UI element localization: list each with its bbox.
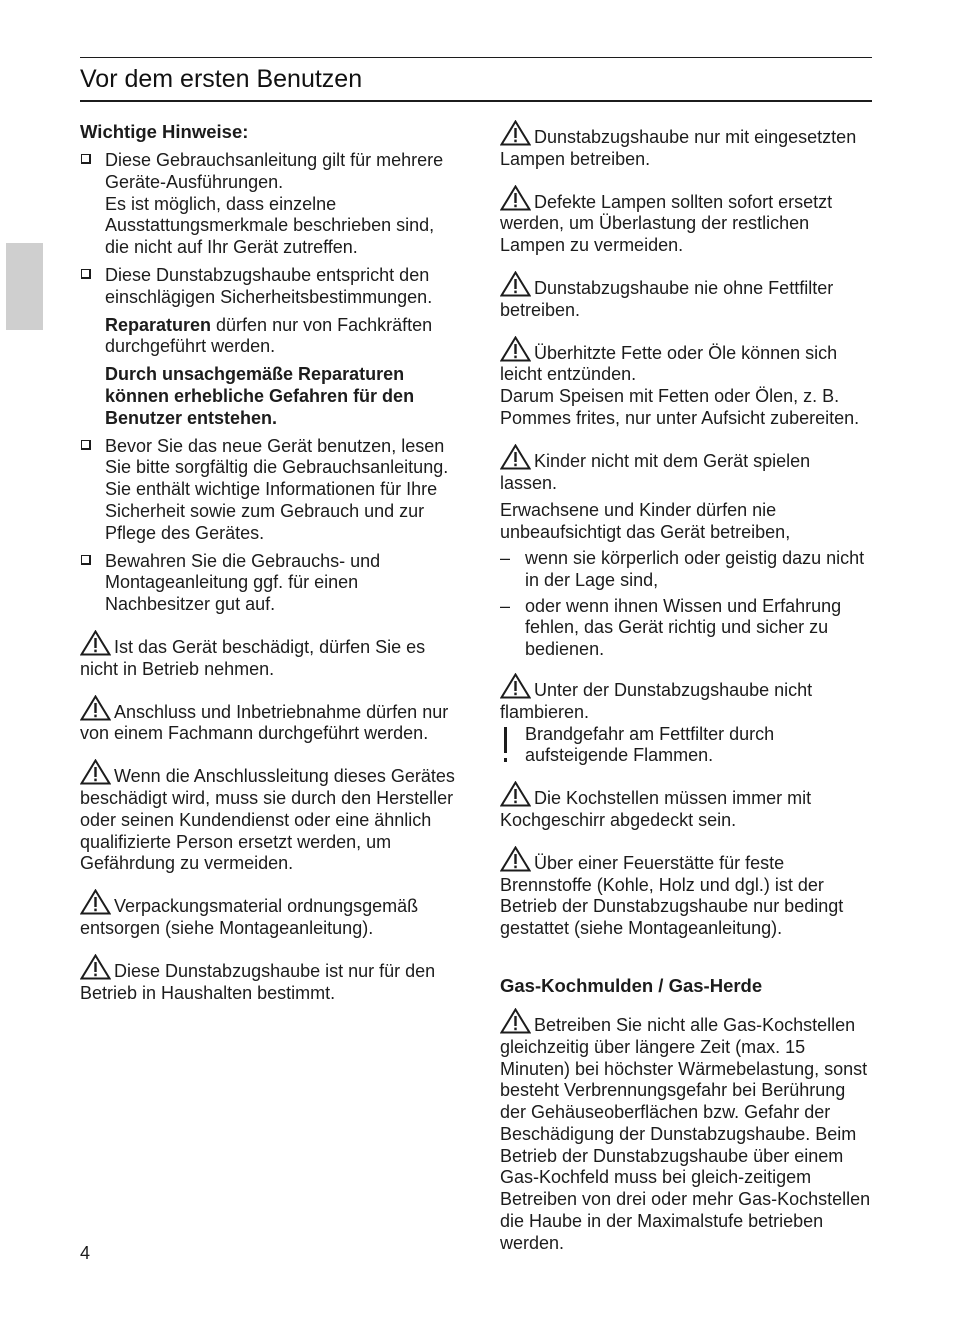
warning-solid-fuel bbox=[500, 846, 872, 940]
warning-triangle-icon bbox=[500, 336, 531, 362]
notice-text: Bewahren Sie die Gebrauchs- und Montageanleitung ggf. für einen Nachbesitzer gut auf. bbox=[105, 550, 381, 615]
notice-text: Es ist möglich, dass einzelne Ausstattungsmerkmale beschrieben sind, die nicht auf Ihr Gerät zutreffen. bbox=[105, 193, 435, 258]
section-heading-important-notes: Wichtige Hinweise: bbox=[80, 121, 249, 142]
warning-triangle-icon bbox=[80, 695, 111, 721]
warning-text: Dunstabzugshaube nie ohne Fettfilter betreiben. bbox=[500, 277, 834, 320]
warning-triangle-icon bbox=[500, 444, 531, 470]
warning-text: Anschluss und Inbetriebnahme dürfen nur von einem Fachmann durchgeführt werden. bbox=[80, 701, 449, 744]
warning-text: Defekte Lampen sollten sofort ersetzt werden, um Überlastung der restlichen Lampen zu vermeiden. bbox=[500, 191, 833, 256]
checkbox-icon bbox=[81, 555, 91, 565]
warning-triangle-icon bbox=[500, 673, 531, 699]
list-item-text: wenn sie körperlich oder geistig dazu nicht in der Lage sind, bbox=[525, 547, 865, 590]
language-side-tab bbox=[6, 243, 43, 330]
warning-overheated-fat bbox=[500, 336, 872, 430]
warning-installation bbox=[80, 695, 456, 746]
checkbox-icon bbox=[81, 154, 91, 164]
warning-text: Wenn die Anschlussleitung dieses Gerätes beschädigt wird, muss sie durch den Hersteller oder seinen Kundendienst oder eine ähnlich qualifizierte Person ersetzt werden, um Gefährdung zu vermeiden. bbox=[80, 766, 455, 874]
notice-item-read-manual bbox=[80, 436, 456, 545]
warning-damaged-appliance bbox=[80, 630, 456, 681]
warning-text: Über einer Feuerstätte für feste Brennstoffe (Kohle, Holz und dgl.) ist der Betrieb der Dunstabzugshaube nur bedingt gestattet (siehe Montageanleitung). bbox=[500, 852, 844, 939]
repairs-label: Reparaturen bbox=[105, 314, 212, 335]
notice-item-keep-manual bbox=[80, 551, 456, 616]
list-item bbox=[500, 596, 872, 661]
warning-triangle-icon bbox=[500, 271, 531, 297]
warning-lamps-fitted bbox=[500, 120, 872, 171]
warning-triangle-icon bbox=[80, 954, 111, 980]
adults-children-note: Erwachsene und Kinder dürfen nie unbeaufsichtigt das Gerät betreiben, bbox=[500, 500, 791, 543]
notice-item-variants bbox=[80, 150, 456, 259]
warning-power-cable bbox=[80, 759, 456, 875]
warning-text: Darum Speisen mit Fetten oder Ölen, z. B. Pommes frites, nur unter Aufsicht zubereiten. bbox=[500, 386, 860, 428]
checkbox-icon bbox=[81, 269, 91, 279]
warning-triangle-icon bbox=[500, 1008, 531, 1034]
page-number: 4 bbox=[80, 1243, 91, 1263]
notice-text: Bevor Sie das neue Gerät benutzen, lesen Sie bitte sorgfältig die Gebrauchsanleitung. bbox=[105, 435, 449, 478]
warning-text: Diese Dunstabzugshaube ist nur für den Betrieb in Haushalten bestimmt. bbox=[80, 960, 436, 1003]
fire-hazard-text: Brandgefahr am Fettfilter durch aufsteigende Flammen. bbox=[525, 723, 775, 766]
warning-packaging bbox=[80, 889, 456, 940]
fire-hazard-note bbox=[500, 724, 872, 768]
warning-triangle-icon bbox=[500, 781, 531, 807]
warning-triangle-icon bbox=[80, 759, 111, 785]
warning-triangle-icon bbox=[500, 120, 531, 146]
warning-text: Die Kochstellen müssen immer mit Kochgeschirr abgedeckt sein. bbox=[500, 788, 812, 830]
warning-triangle-icon bbox=[80, 889, 111, 915]
warning-flambe bbox=[500, 673, 872, 724]
warning-text: Unter der Dunstabzugshaube nicht flambieren. bbox=[500, 679, 813, 722]
warning-text: Ist das Gerät beschädigt, dürfen Sie es nicht in Betrieb nehmen. bbox=[80, 636, 426, 679]
list-item bbox=[500, 548, 872, 592]
warning-triangle-icon bbox=[80, 630, 111, 656]
warning-children bbox=[500, 444, 872, 495]
warning-gas-burners bbox=[500, 1008, 872, 1255]
header-rule-top bbox=[80, 57, 872, 58]
warning-text: Betreiben Sie nicht alle Gas-Kochstellen gleichzeitig über längere Zeit (max. 15 Minuten) bei höchster Wärmebelastung, sonst besteht Verbrennungsgefahr bei Berührung der Gehäuseoberflächen bzw. Gefahr der Beschädigung der Dunstabzugshaube. Beim Betrieb der Dunstabzugshaube über einem Gas-Kochfeld muss bei gleich-zeitigem Betreiben von drei oder mehr Gas-Kochstellen die Haube in der Maximalstufe betrieben werden. bbox=[500, 1014, 871, 1253]
section-heading-gas: Gas-Kochmulden / Gas-Herde bbox=[500, 974, 763, 996]
dash-bullet: – bbox=[500, 547, 511, 568]
notice-text: Sie enthält wichtige Informationen für Ihre Sicherheit sowie zum Gebrauch und zur Pflege des Gerätes. bbox=[105, 479, 438, 543]
repairs-note bbox=[80, 315, 456, 359]
dash-bullet: – bbox=[500, 595, 511, 616]
left-column bbox=[80, 120, 456, 1018]
warning-text: Dunstabzugshaube nur mit eingesetzten Lampen betreiben. bbox=[500, 127, 857, 169]
warning-text: Verpackungsmaterial ordnungsgemäß entsorgen (siehe Montageanleitung). bbox=[80, 896, 419, 938]
warning-grease-filter bbox=[500, 271, 872, 322]
repairs-danger-note: Durch unsachgemäße Reparaturen können erhebliche Gefahren für den Benutzer entstehen. bbox=[105, 364, 415, 428]
right-column bbox=[500, 120, 872, 1269]
list-item-text: oder wenn ihnen Wissen und Erfahrung fehlen, das Gerät richtig und sicher zu bedienen. bbox=[525, 595, 842, 660]
warning-text: Überhitzte Fette oder Öle können sich leicht entzünden. bbox=[500, 342, 838, 385]
notice-text: Diese Dunstabzugshaube entspricht den einschlägigen Sicherheitsbestimmungen. bbox=[105, 264, 433, 307]
page-title: Vor dem ersten Benutzen bbox=[80, 65, 363, 93]
exclamation-icon bbox=[504, 727, 509, 763]
warning-triangle-icon bbox=[500, 185, 531, 211]
checkbox-icon bbox=[81, 440, 91, 450]
warning-cookware bbox=[500, 781, 872, 832]
warning-defective-lamps bbox=[500, 185, 872, 257]
notice-item-safety bbox=[80, 265, 456, 309]
warning-triangle-icon bbox=[500, 846, 531, 872]
header-rule-bottom bbox=[80, 100, 872, 102]
warning-household-use bbox=[80, 954, 456, 1005]
warning-text: Kinder nicht mit dem Gerät spielen lassen. bbox=[500, 450, 811, 493]
notice-text: Diese Gebrauchsanleitung gilt für mehrere Geräte-Ausführungen. bbox=[105, 150, 444, 192]
repairs-text: dürfen nur von Fachkräften durchgeführt werden. bbox=[105, 314, 433, 357]
